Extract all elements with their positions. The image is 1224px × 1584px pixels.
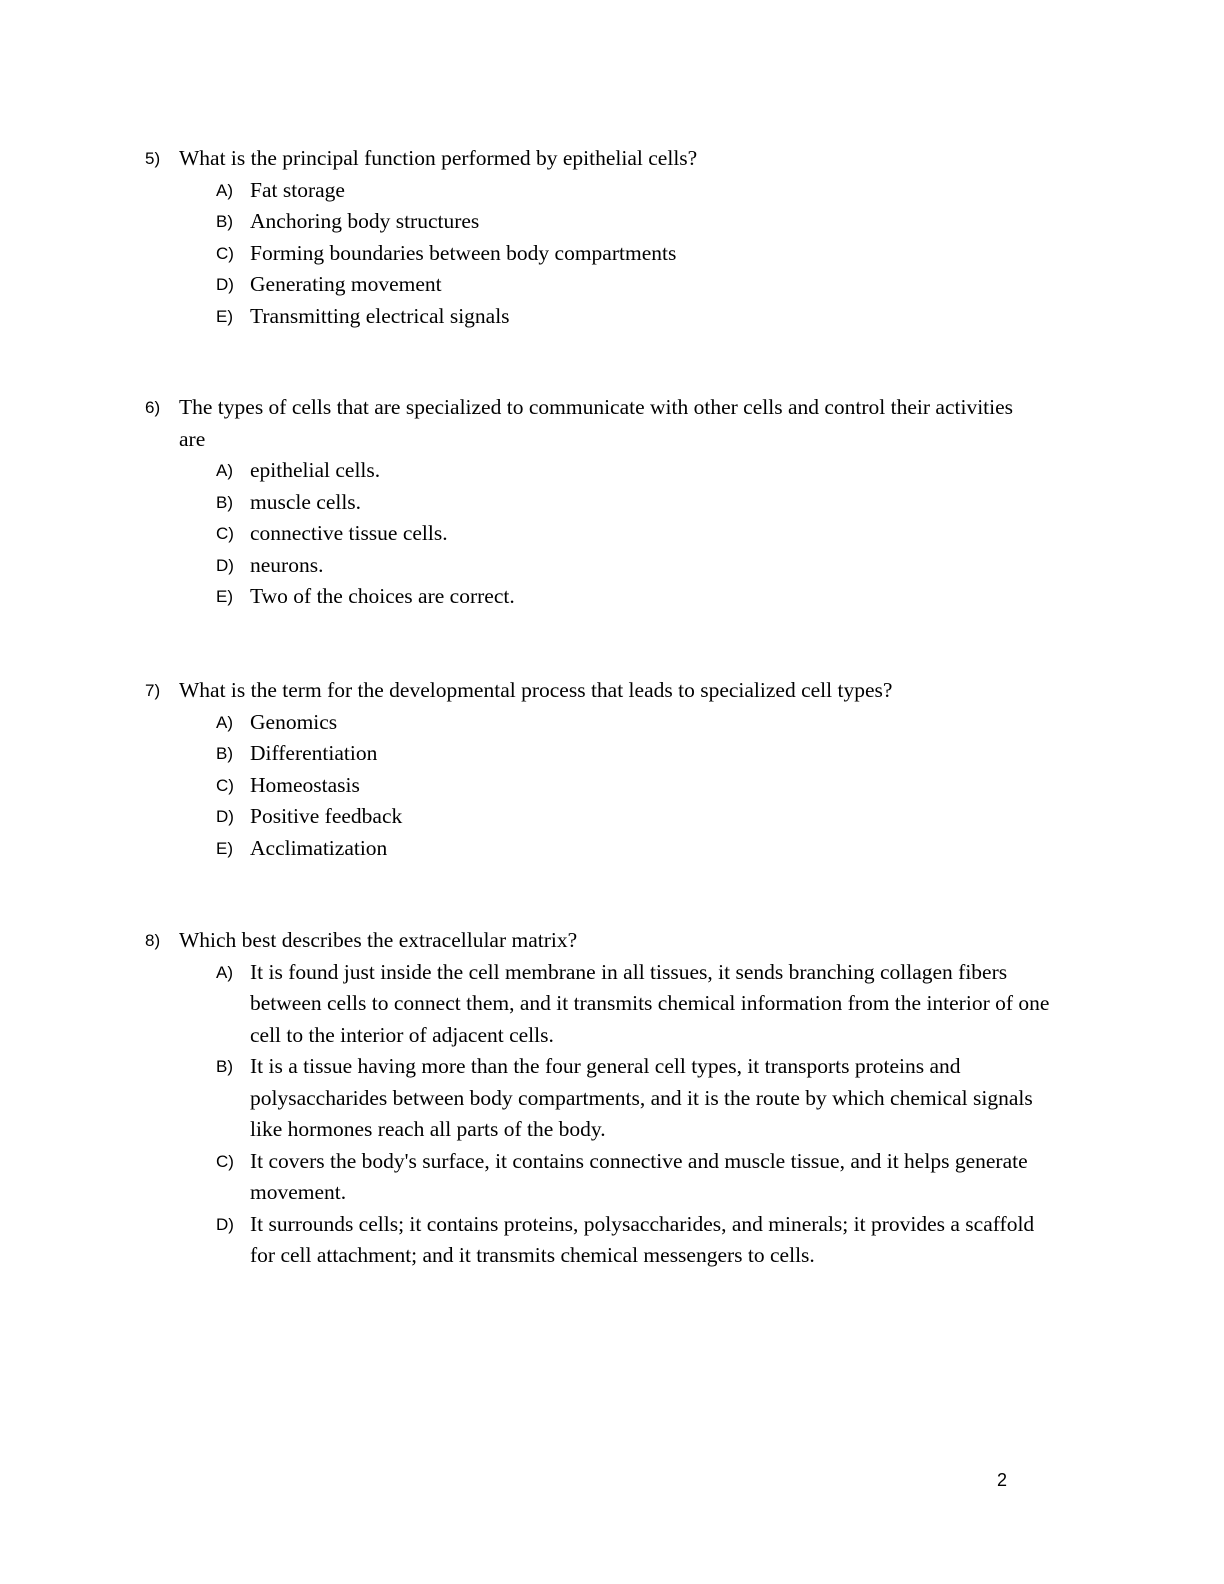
option-letter: D) [216, 1214, 234, 1234]
option-letter: E) [216, 838, 233, 858]
option-text: It is a tissue having more than the four general cell types, it transports proteins and polysaccharides between body compartments, and it is the route by which chemical signals like hormones reach all parts of the body. [250, 1054, 1033, 1141]
option-text: epithelial cells. [250, 458, 381, 482]
question-number: 6) [145, 398, 161, 417]
option-letter: B) [216, 1057, 233, 1076]
option-text: Positive feedback [250, 804, 403, 828]
question-stem [0, 925, 1224, 957]
option-letter: A) [216, 962, 233, 982]
option-text: neurons. [250, 552, 324, 577]
question-8 [0, 925, 1224, 1272]
option-e [0, 581, 1224, 613]
question-text: What is the term for the developmental process that leads to specialized cell types? [179, 678, 893, 702]
option-text: It is found just inside the cell membrane in all tissues, it sends branching collagen fibers between cells to connect them, and it transmits chemical information from the interior of one cell to the interior of adjacent cells. [250, 959, 1050, 1047]
option-text: Forming boundaries between body compartments [250, 240, 677, 265]
option-e [0, 833, 1224, 865]
option-text: Genomics [250, 709, 338, 734]
option-letter: C) [216, 243, 234, 263]
option-text: Transmitting electrical signals [250, 303, 510, 328]
option-letter: A) [216, 461, 233, 480]
question-text: Which best describes the extracellular matrix? [179, 928, 578, 952]
option-d [0, 801, 1224, 833]
option-d [0, 550, 1224, 582]
option-b [0, 206, 1224, 238]
option-c [0, 238, 1224, 270]
question-text: The types of cells that are specialized to communicate with other cells and control their activities are [179, 395, 1014, 451]
question-number: 7) [145, 681, 161, 700]
option-d [0, 269, 1224, 301]
question-number: 5) [145, 149, 161, 168]
option-a [0, 957, 1224, 1052]
option-letter: B) [216, 744, 233, 763]
option-c [0, 1146, 1224, 1209]
option-letter: D) [216, 807, 234, 826]
question-5 [0, 143, 1224, 332]
option-letter: B) [216, 492, 233, 512]
option-text: connective tissue cells. [250, 521, 448, 545]
option-c [0, 770, 1224, 802]
option-letter: D) [216, 275, 234, 294]
option-b [0, 738, 1224, 770]
option-text: muscle cells. [250, 489, 362, 514]
question-stem [0, 392, 1224, 455]
option-letter: D) [216, 555, 234, 575]
options-list [0, 455, 1224, 613]
option-letter: A) [216, 180, 233, 200]
option-text: Acclimatization [250, 835, 388, 860]
option-b [0, 1051, 1224, 1146]
question-stem [0, 143, 1224, 175]
option-text: It surrounds cells; it contains proteins, polysaccharides, and minerals; it provides a scaffold for cell attachment; and it transmits chemical messengers to cells. [250, 1211, 1035, 1267]
options-list [0, 175, 1224, 333]
option-letter: C) [216, 775, 234, 795]
question-6 [0, 392, 1224, 613]
option-text: Homeostasis [250, 772, 360, 797]
option-c [0, 518, 1224, 550]
option-text: Fat storage [250, 177, 345, 202]
option-letter: A) [216, 712, 233, 732]
question-stem [0, 675, 1224, 707]
option-a [0, 707, 1224, 739]
option-letter: E) [216, 306, 233, 326]
question-text: What is the principal function performed by epithelial cells? [179, 146, 698, 170]
option-text: Two of the choices are correct. [250, 584, 515, 608]
option-a [0, 455, 1224, 487]
options-list [0, 707, 1224, 865]
option-b [0, 487, 1224, 519]
question-number: 8) [145, 931, 161, 950]
option-d [0, 1209, 1224, 1272]
option-text: Anchoring body structures [250, 209, 480, 233]
option-text: It covers the body's surface, it contains connective and muscle tissue, and it helps generate movement. [250, 1148, 1028, 1204]
option-text: Generating movement [250, 272, 442, 296]
option-letter: B) [216, 212, 233, 231]
options-list [0, 957, 1224, 1272]
option-letter: E) [216, 587, 233, 606]
option-e [0, 301, 1224, 333]
option-text: Differentiation [250, 741, 378, 765]
page-number: 2 [997, 1470, 1008, 1490]
option-a [0, 175, 1224, 207]
option-letter: C) [216, 1151, 234, 1171]
question-7 [0, 675, 1224, 864]
option-letter: C) [216, 524, 234, 543]
